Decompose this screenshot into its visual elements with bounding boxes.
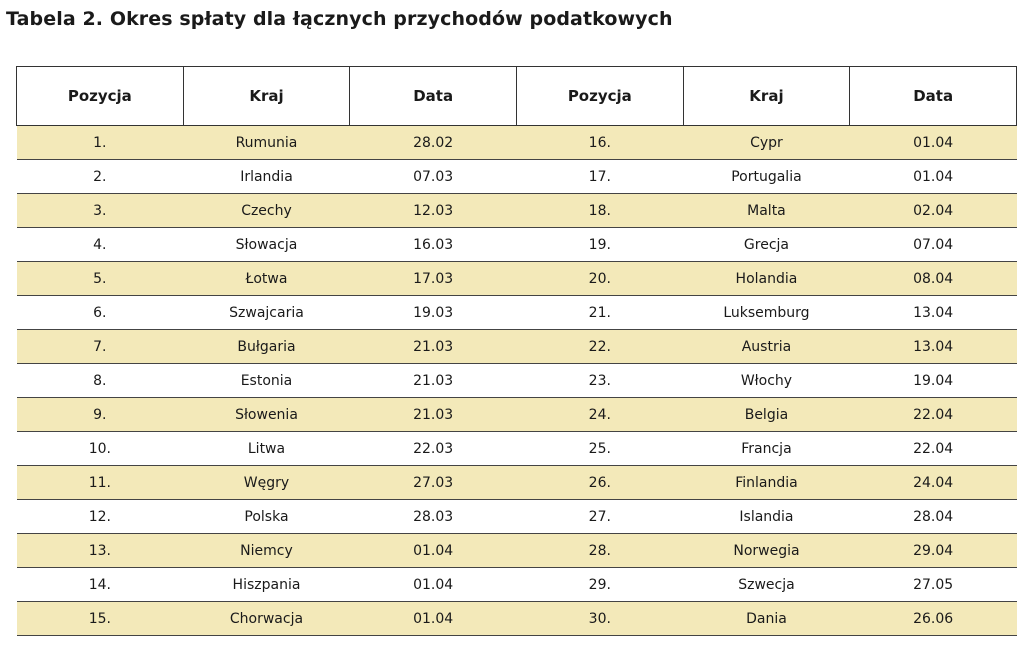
date-cell: 02.04 (850, 194, 1017, 228)
table-row (17, 398, 1017, 432)
header-country-right: Kraj (683, 67, 850, 126)
date-cell: 27.05 (850, 568, 1017, 602)
country-cell: Francja (683, 432, 850, 466)
country-cell: Węgry (183, 466, 350, 500)
date-cell: 21.03 (350, 364, 517, 398)
country-cell: Cypr (683, 126, 850, 160)
table-row (17, 534, 1017, 568)
header-country-left: Kraj (183, 67, 350, 126)
position-cell: 1. (17, 126, 184, 160)
country-cell: Belgia (683, 398, 850, 432)
country-cell: Hiszpania (183, 568, 350, 602)
country-cell: Polska (183, 500, 350, 534)
country-cell: Luksemburg (683, 296, 850, 330)
country-cell: Austria (683, 330, 850, 364)
table-row (17, 602, 1017, 636)
country-cell: Malta (683, 194, 850, 228)
date-cell: 01.04 (850, 126, 1017, 160)
header-position-left: Pozycja (17, 67, 184, 126)
position-cell: 4. (17, 228, 184, 262)
country-cell: Finlandia (683, 466, 850, 500)
date-cell: 27.03 (350, 466, 517, 500)
position-cell: 3. (17, 194, 184, 228)
table-row (17, 194, 1017, 228)
date-cell: 12.03 (350, 194, 517, 228)
country-cell: Grecja (683, 228, 850, 262)
date-cell: 13.04 (850, 296, 1017, 330)
table-row (17, 330, 1017, 364)
table-row (17, 466, 1017, 500)
position-cell: 5. (17, 262, 184, 296)
country-cell: Bułgaria (183, 330, 350, 364)
position-cell: 17. (516, 160, 683, 194)
table-body (17, 126, 1017, 636)
table-row (17, 432, 1017, 466)
position-cell: 16. (516, 126, 683, 160)
date-cell: 17.03 (350, 262, 517, 296)
country-cell: Czechy (183, 194, 350, 228)
header-date-left: Data (350, 67, 517, 126)
table-row (17, 296, 1017, 330)
position-cell: 21. (516, 296, 683, 330)
country-cell: Irlandia (183, 160, 350, 194)
date-cell: 19.03 (350, 296, 517, 330)
position-cell: 23. (516, 364, 683, 398)
country-cell: Włochy (683, 364, 850, 398)
table-title: Tabela 2. Okres spłaty dla łącznych przychodów podatkowych (6, 8, 673, 30)
table-row (17, 500, 1017, 534)
country-cell: Norwegia (683, 534, 850, 568)
table-row (17, 126, 1017, 160)
date-cell: 24.04 (850, 466, 1017, 500)
position-cell: 29. (516, 568, 683, 602)
position-cell: 6. (17, 296, 184, 330)
country-cell: Łotwa (183, 262, 350, 296)
position-cell: 19. (516, 228, 683, 262)
table-row (17, 364, 1017, 398)
date-cell: 16.03 (350, 228, 517, 262)
position-cell: 12. (17, 500, 184, 534)
date-cell: 01.04 (350, 534, 517, 568)
date-cell: 22.04 (850, 432, 1017, 466)
position-cell: 26. (516, 466, 683, 500)
date-cell: 21.03 (350, 330, 517, 364)
country-cell: Litwa (183, 432, 350, 466)
date-cell: 22.03 (350, 432, 517, 466)
date-cell: 08.04 (850, 262, 1017, 296)
country-cell: Szwecja (683, 568, 850, 602)
position-cell: 7. (17, 330, 184, 364)
country-cell: Chorwacja (183, 602, 350, 636)
table-row (17, 228, 1017, 262)
date-cell: 01.04 (350, 602, 517, 636)
country-cell: Rumunia (183, 126, 350, 160)
country-cell: Holandia (683, 262, 850, 296)
position-cell: 9. (17, 398, 184, 432)
position-cell: 10. (17, 432, 184, 466)
position-cell: 2. (17, 160, 184, 194)
position-cell: 11. (17, 466, 184, 500)
date-cell: 07.03 (350, 160, 517, 194)
tax-revenue-table (16, 66, 1017, 636)
position-cell: 25. (516, 432, 683, 466)
country-cell: Szwajcaria (183, 296, 350, 330)
header-date-right: Data (850, 67, 1017, 126)
date-cell: 28.02 (350, 126, 517, 160)
position-cell: 28. (516, 534, 683, 568)
position-cell: 22. (516, 330, 683, 364)
country-cell: Islandia (683, 500, 850, 534)
country-cell: Dania (683, 602, 850, 636)
date-cell: 01.04 (850, 160, 1017, 194)
table-row (17, 160, 1017, 194)
country-cell: Portugalia (683, 160, 850, 194)
date-cell: 28.04 (850, 500, 1017, 534)
country-cell: Słowenia (183, 398, 350, 432)
date-cell: 22.04 (850, 398, 1017, 432)
date-cell: 26.06 (850, 602, 1017, 636)
country-cell: Słowacja (183, 228, 350, 262)
table-row (17, 262, 1017, 296)
position-cell: 27. (516, 500, 683, 534)
header-row (17, 67, 1017, 126)
country-cell: Estonia (183, 364, 350, 398)
position-cell: 14. (17, 568, 184, 602)
date-cell: 28.03 (350, 500, 517, 534)
table-row (17, 568, 1017, 602)
position-cell: 24. (516, 398, 683, 432)
date-cell: 13.04 (850, 330, 1017, 364)
date-cell: 21.03 (350, 398, 517, 432)
position-cell: 18. (516, 194, 683, 228)
position-cell: 30. (516, 602, 683, 636)
country-cell: Niemcy (183, 534, 350, 568)
date-cell: 19.04 (850, 364, 1017, 398)
date-cell: 01.04 (350, 568, 517, 602)
header-position-right: Pozycja (516, 67, 683, 126)
date-cell: 29.04 (850, 534, 1017, 568)
position-cell: 13. (17, 534, 184, 568)
position-cell: 8. (17, 364, 184, 398)
date-cell: 07.04 (850, 228, 1017, 262)
position-cell: 20. (516, 262, 683, 296)
position-cell: 15. (17, 602, 184, 636)
